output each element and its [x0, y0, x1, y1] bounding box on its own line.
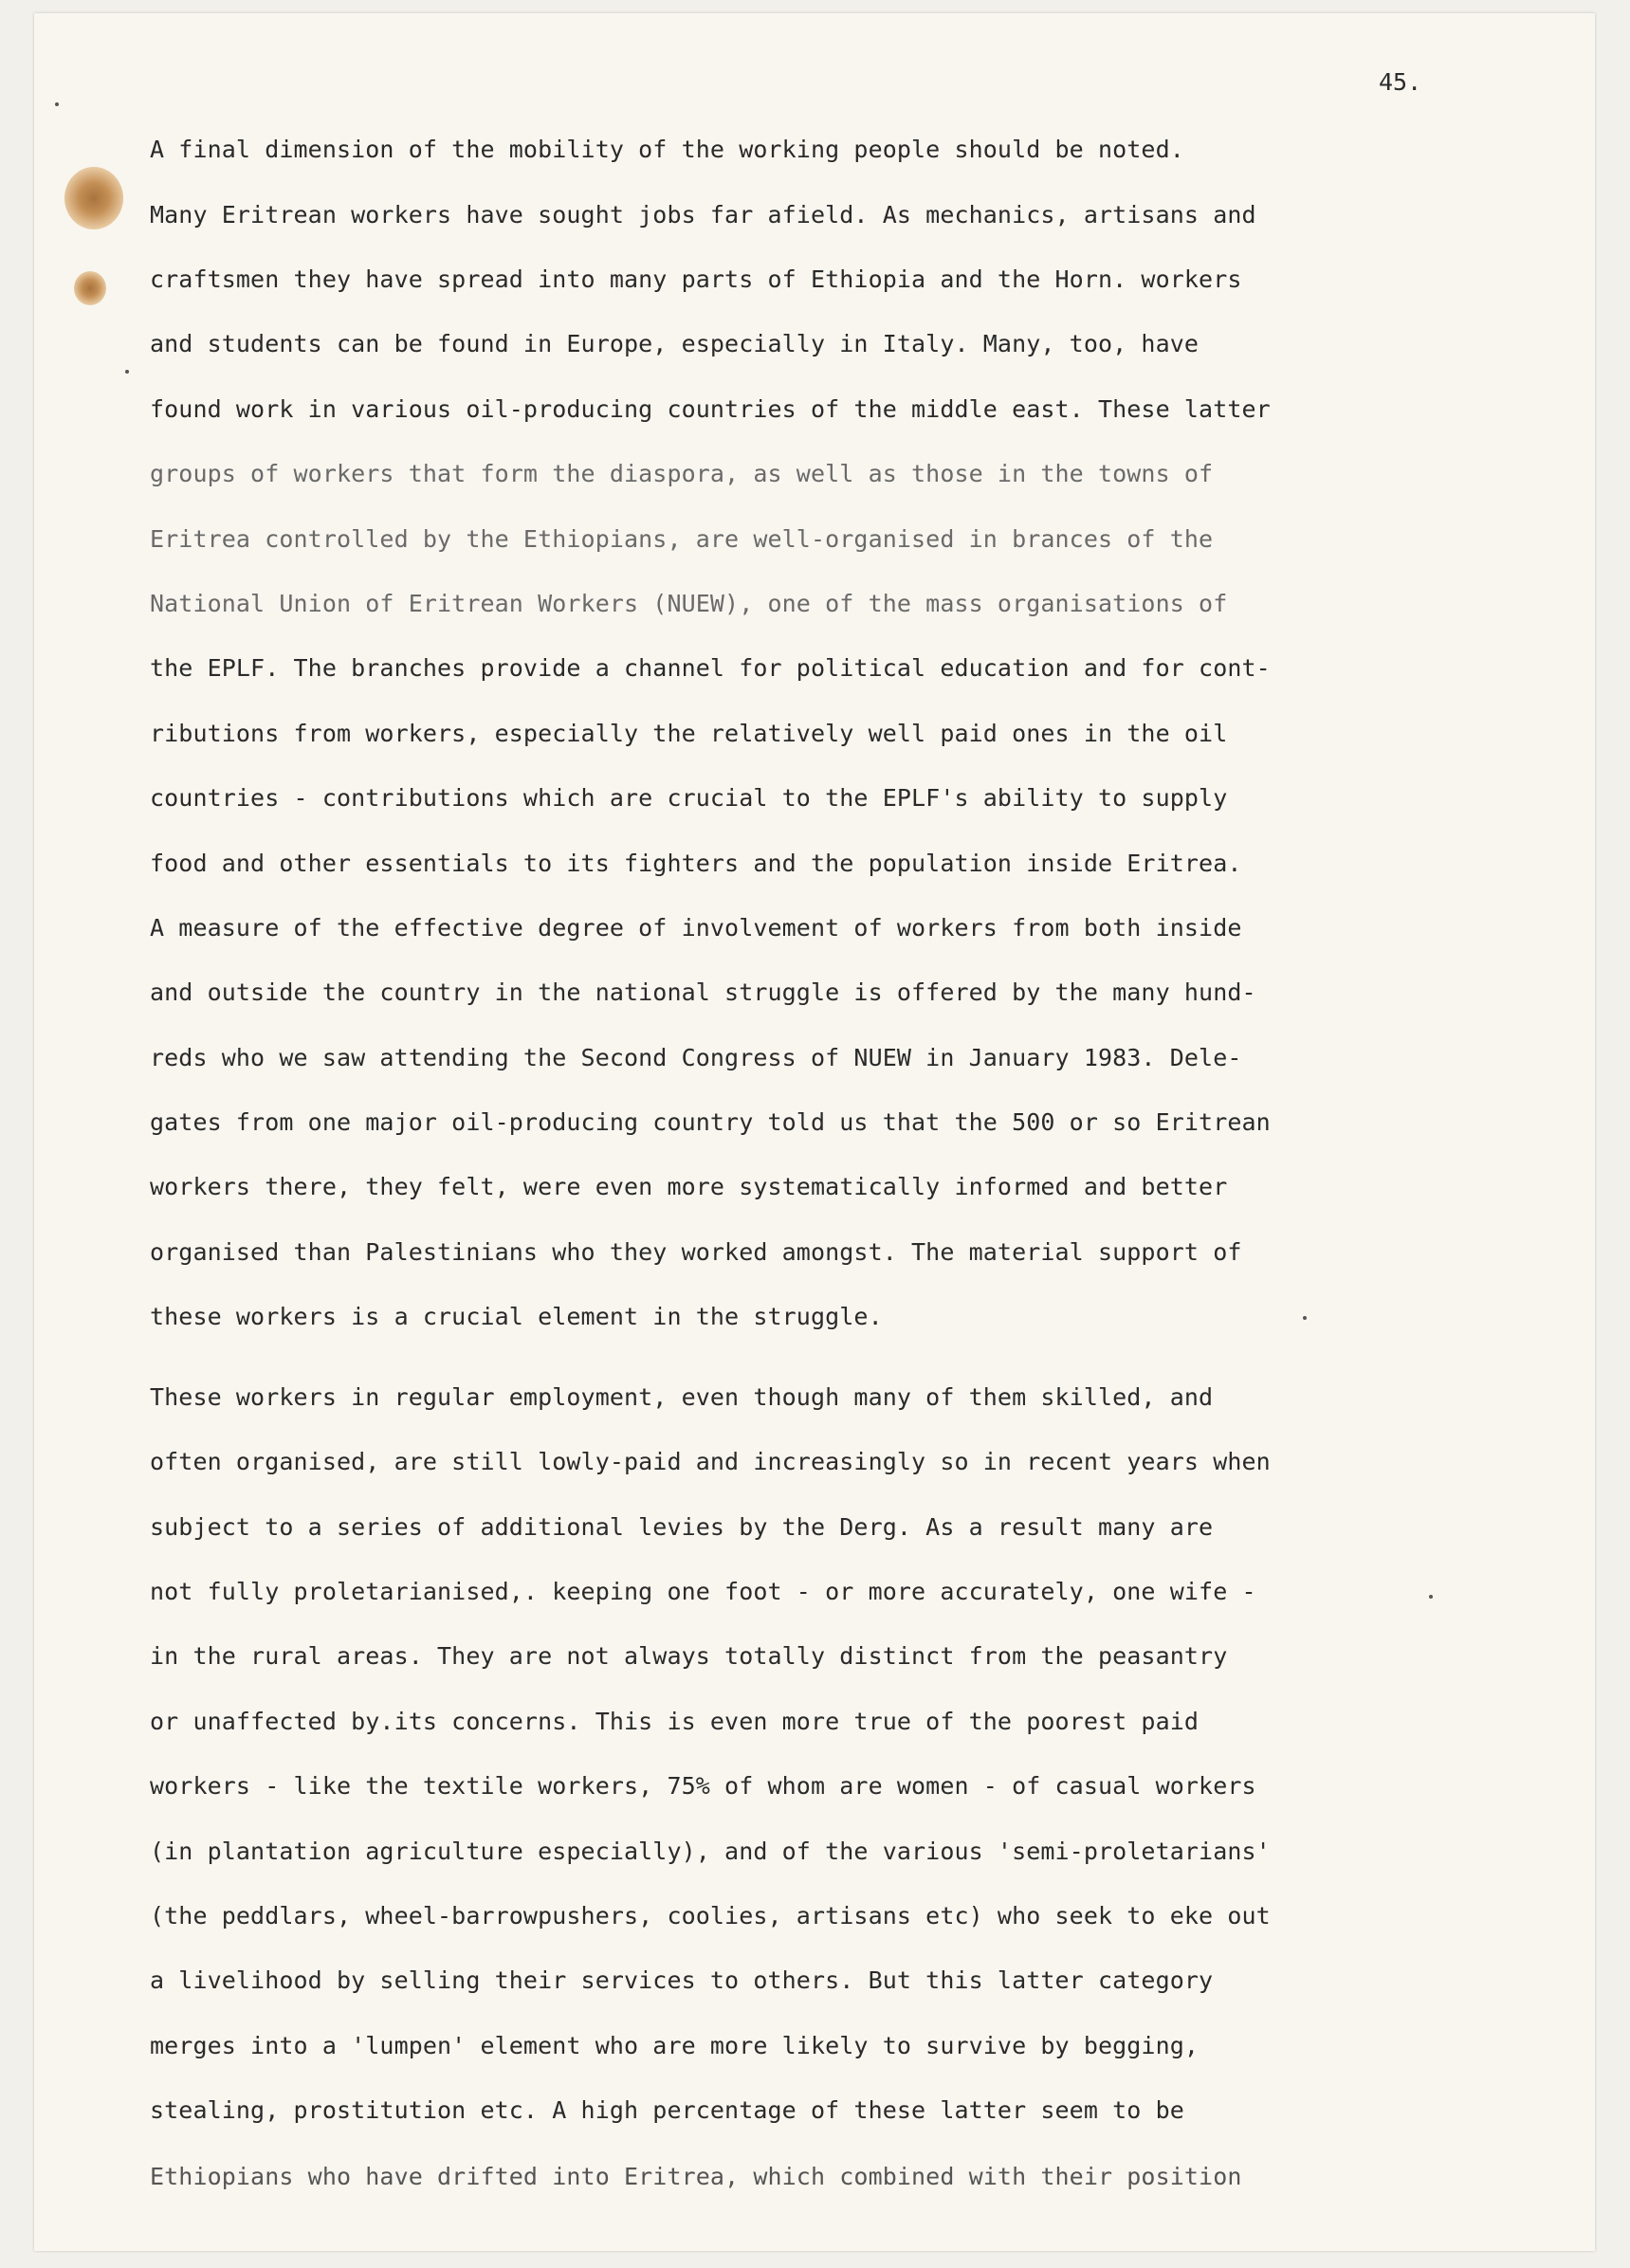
- text-line: stealing, prostitution etc. A high percentage of these latter seem to be: [150, 2096, 1184, 2124]
- text-line: Eritrea controlled by the Ethiopians, are well-organised in brances of the: [150, 525, 1214, 553]
- text-line: a livelihood by selling their services to others. But this latter category: [150, 1966, 1214, 1994]
- text-line: National Union of Eritrean Workers (NUEW), one of the mass organisations of: [150, 590, 1228, 617]
- text-line: or unaffected by.its concerns. This is even more true of the poorest paid: [150, 1708, 1200, 1735]
- text-line: (the peddlars, wheel-barrowpushers, coolies, artisans etc) who seek to eke out: [150, 1902, 1271, 1930]
- text-line: countries - contributions which are crucial to the EPLF's ability to supply: [150, 784, 1228, 812]
- text-line: groups of workers that form the diaspora, as well as those in the towns of: [150, 460, 1214, 487]
- text-line: found work in various oil-producing countries of the middle east. These latter: [150, 395, 1271, 423]
- paper-speck: [1429, 1595, 1433, 1599]
- text-line: food and other essentials to its fighters and the population inside Eritrea.: [150, 850, 1242, 877]
- text-line: these workers is a crucial element in the struggle.: [150, 1303, 883, 1330]
- text-line: These workers in regular employment, even though many of them skilled, and: [150, 1383, 1214, 1411]
- text-line: and outside the country in the national struggle is offered by the many hund-: [150, 979, 1256, 1006]
- paper-speck: [125, 370, 129, 374]
- text-line: the EPLF. The branches provide a channel for political education and for cont-: [150, 654, 1271, 682]
- text-line: and students can be found in Europe, especially in Italy. Many, too, have: [150, 330, 1200, 357]
- text-line-cutoff: [150, 2162, 1242, 2175]
- text-line: often organised, are still lowly-paid and increasingly so in recent years when: [150, 1448, 1271, 1475]
- text-line: Many Eritrean workers have sought jobs far afield. As mechanics, artisans and: [150, 201, 1256, 229]
- text-line: A final dimension of the mobility of the working people should be noted.: [150, 136, 1184, 163]
- text-line: workers there, they felt, were even more systematically informed and better: [150, 1173, 1228, 1200]
- paper-speck: [55, 102, 59, 106]
- text-line: craftsmen they have spread into many parts of Ethiopia and the Horn. workers: [150, 265, 1242, 293]
- text-line: reds who we saw attending the Second Congress of NUEW in January 1983. Dele-: [150, 1044, 1242, 1071]
- paper-speck: [1303, 1316, 1307, 1320]
- text-line: (in plantation agriculture especially), and of the various 'semi-proletarians': [150, 1838, 1271, 1865]
- page-number: 45.: [1379, 68, 1422, 96]
- text-line: gates from one major oil-producing country told us that the 500 or so Eritrean: [150, 1108, 1271, 1136]
- text-line: in the rural areas. They are not always totally distinct from the peasantry: [150, 1642, 1228, 1670]
- text-line: merges into a 'lumpen' element who are more likely to survive by begging,: [150, 2032, 1200, 2059]
- paper-stain: [74, 271, 106, 305]
- text-line: organised than Palestinians who they worked amongst. The material support of: [150, 1238, 1242, 1266]
- text-line: workers - like the textile workers, 75% of whom are women - of casual workers: [150, 1772, 1256, 1800]
- text-line: subject to a series of additional levies by the Derg. As a result many are: [150, 1513, 1214, 1541]
- paper-stain: [64, 167, 123, 229]
- text-line: A measure of the effective degree of involvement of workers from both inside: [150, 914, 1242, 942]
- text-line: ributions from workers, especially the relatively well paid ones in the oil: [150, 720, 1228, 747]
- text-line: not fully proletarianised,. keeping one foot - or more accurately, one wife -: [150, 1578, 1256, 1605]
